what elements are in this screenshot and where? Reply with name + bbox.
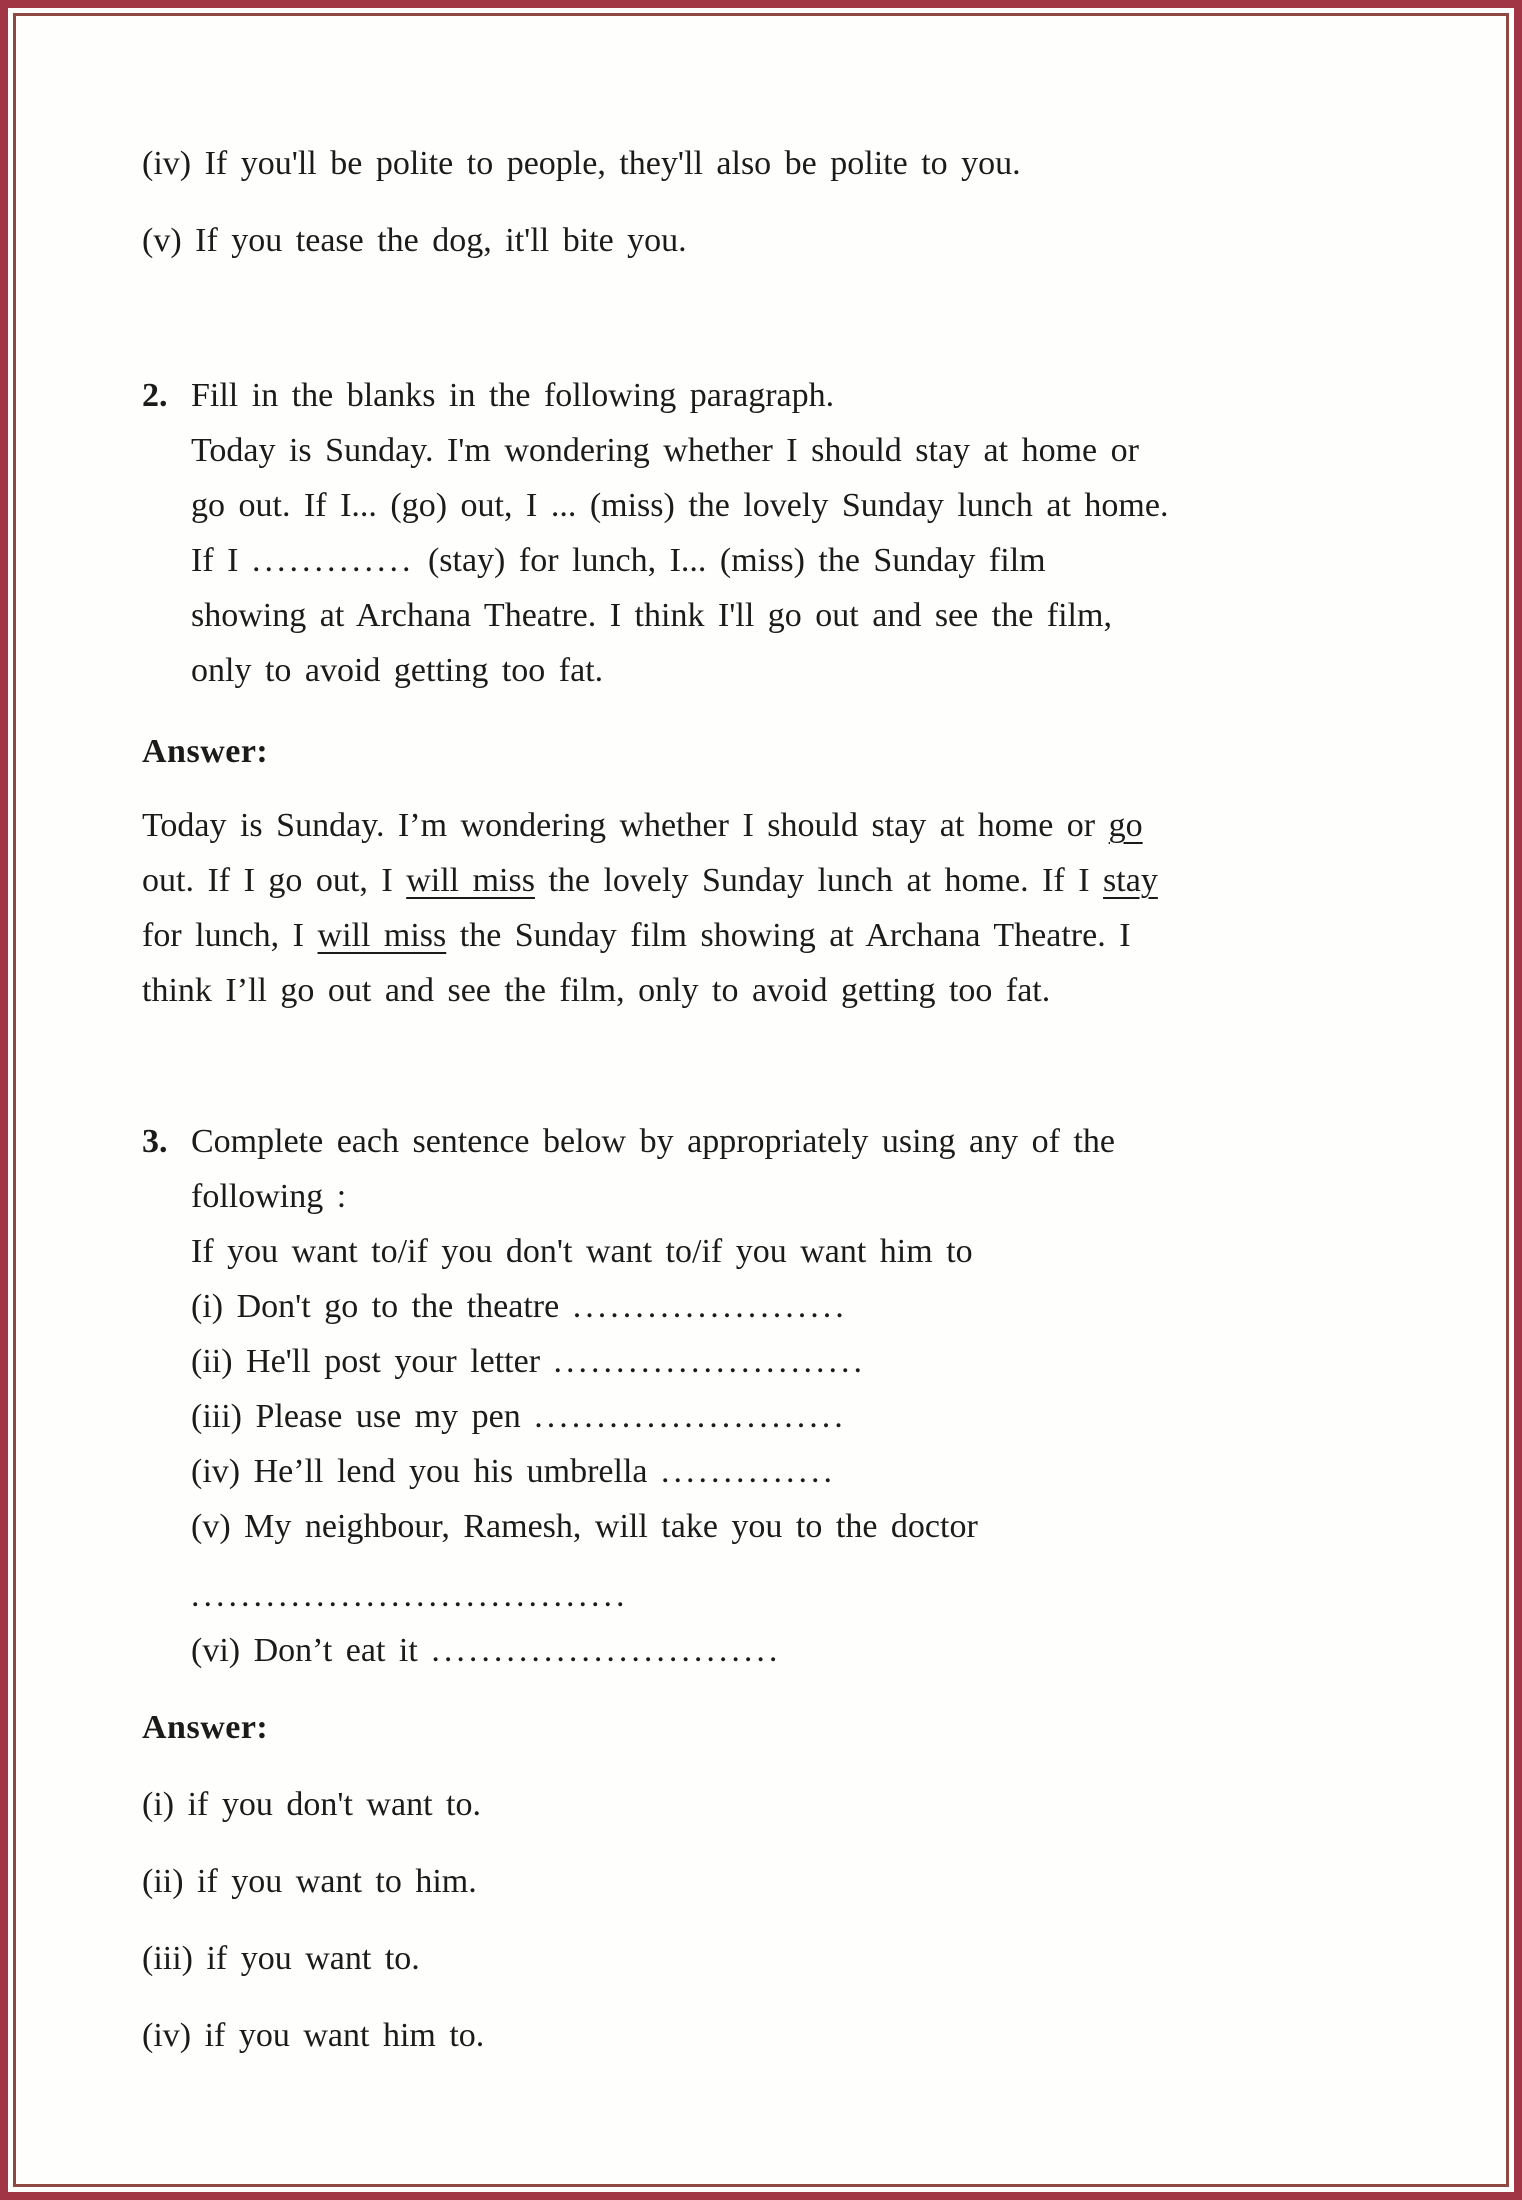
question-2-number: 2. — [142, 377, 168, 414]
dotted-blank: ...................... — [572, 1288, 848, 1325]
text-line — [191, 643, 1434, 698]
text-segment: (stay) for lunch, I... (miss) the Sunday film — [414, 542, 1046, 579]
text-segment: for lunch, I — [142, 917, 318, 954]
text-line — [191, 478, 1434, 533]
text-line — [191, 1334, 1434, 1389]
answer-heading: Answer: — [142, 733, 269, 770]
text-line — [191, 533, 1434, 588]
text-segment: Complete each sentence below by appropriately using any of the — [191, 1123, 1115, 1160]
text-segment: (i) Don't go to the theatre — [191, 1288, 573, 1325]
text-segment: (i) if you don't want to. — [142, 1786, 481, 1823]
question-3-options: If you want to/if you don't want to/if you want him to — [191, 1233, 973, 1270]
page-content — [142, 136, 1434, 2085]
question-2-title: Fill in the blanks in the following paragraph. — [191, 377, 835, 414]
question-2-answer-paragraph — [142, 798, 1434, 1018]
dotted-blank: ................................... — [191, 1577, 629, 1614]
question-3 — [142, 1114, 1434, 1678]
previous-answers-list — [142, 136, 1434, 268]
text-line — [191, 1389, 1434, 1444]
dotted-blank: ......................... — [553, 1343, 867, 1380]
text-segment: (iii) if you want to. — [142, 1940, 420, 1977]
text-line — [142, 136, 1434, 191]
question-3-answers — [142, 1777, 1434, 2063]
question-3-title — [191, 1114, 1434, 1224]
dotted-blank: ............. — [251, 542, 415, 579]
underlined-text: will miss — [317, 917, 447, 954]
text-segment: following : — [191, 1178, 347, 1215]
text-segment: think I’ll go out and see the film, only to avoid getting too fat. — [142, 972, 1051, 1009]
text-segment: Today is Sunday. I’m wondering whether I should stay at home or — [142, 807, 1109, 844]
text-segment: If I — [191, 542, 252, 579]
text-line — [191, 1169, 1434, 1224]
text-segment: the lovely Sunday lunch at home. If I — [534, 862, 1104, 899]
text-line — [142, 1931, 1434, 1986]
text-line — [191, 423, 1434, 478]
text-line — [191, 1499, 1434, 1554]
text-segment: go out. If I... (go) out, I ... (miss) the lovely Sunday lunch at home. — [191, 487, 1169, 524]
text-segment: (iv) He’ll lend you his umbrella — [191, 1453, 662, 1490]
text-segment: (ii) if you want to him. — [142, 1863, 477, 1900]
text-segment: (vi) Don’t eat it — [191, 1632, 432, 1669]
text-line — [142, 908, 1434, 963]
question-3-answer-heading: Answer: — [142, 1709, 269, 1746]
question-2 — [142, 368, 1434, 698]
text-line — [142, 963, 1434, 1018]
text-segment: (v) My neighbour, Ramesh, will take you to the doctor — [191, 1508, 978, 1545]
text-line — [191, 1623, 1434, 1678]
text-segment: Today is Sunday. I'm wondering whether I should stay at home or — [191, 432, 1139, 469]
question-2-paragraph — [191, 423, 1434, 698]
underlined-text: will miss — [406, 862, 535, 899]
text-segment: (ii) He'll post your letter — [191, 1343, 554, 1380]
text-segment: out. If I go out, I — [142, 862, 407, 899]
text-line — [191, 1568, 1434, 1623]
question-3-items — [191, 1279, 1434, 1678]
text-segment: (v) If you tease the dog, it'll bite you. — [142, 222, 687, 259]
text-line — [142, 1777, 1434, 1832]
dotted-blank: ......................... — [534, 1398, 847, 1435]
question-3-number: 3. — [142, 1123, 168, 1160]
text-line — [191, 588, 1434, 643]
text-segment: showing at Archana Theatre. I think I'll go out and see the film, — [191, 597, 1112, 634]
dotted-blank: .............. — [661, 1453, 837, 1490]
text-segment: only to avoid getting too fat. — [191, 652, 604, 689]
underlined-text: stay — [1103, 862, 1158, 899]
text-line — [142, 1854, 1434, 1909]
text-line — [191, 1444, 1434, 1499]
text-segment: (iv) if you want him to. — [142, 2017, 485, 2054]
text-line — [191, 1279, 1434, 1334]
text-line — [142, 853, 1434, 908]
text-line — [191, 1114, 1434, 1169]
text-segment: (iii) Please use my pen — [191, 1398, 535, 1435]
text-line — [142, 2008, 1434, 2063]
text-line — [142, 213, 1434, 268]
text-segment: the Sunday film showing at Archana Theatre. I — [446, 917, 1131, 954]
text-segment: (iv) If you'll be polite to people, they'll also be polite to you. — [142, 145, 1021, 182]
dotted-blank: ............................ — [431, 1632, 782, 1669]
underlined-text: go — [1108, 807, 1143, 844]
text-line — [142, 798, 1434, 853]
